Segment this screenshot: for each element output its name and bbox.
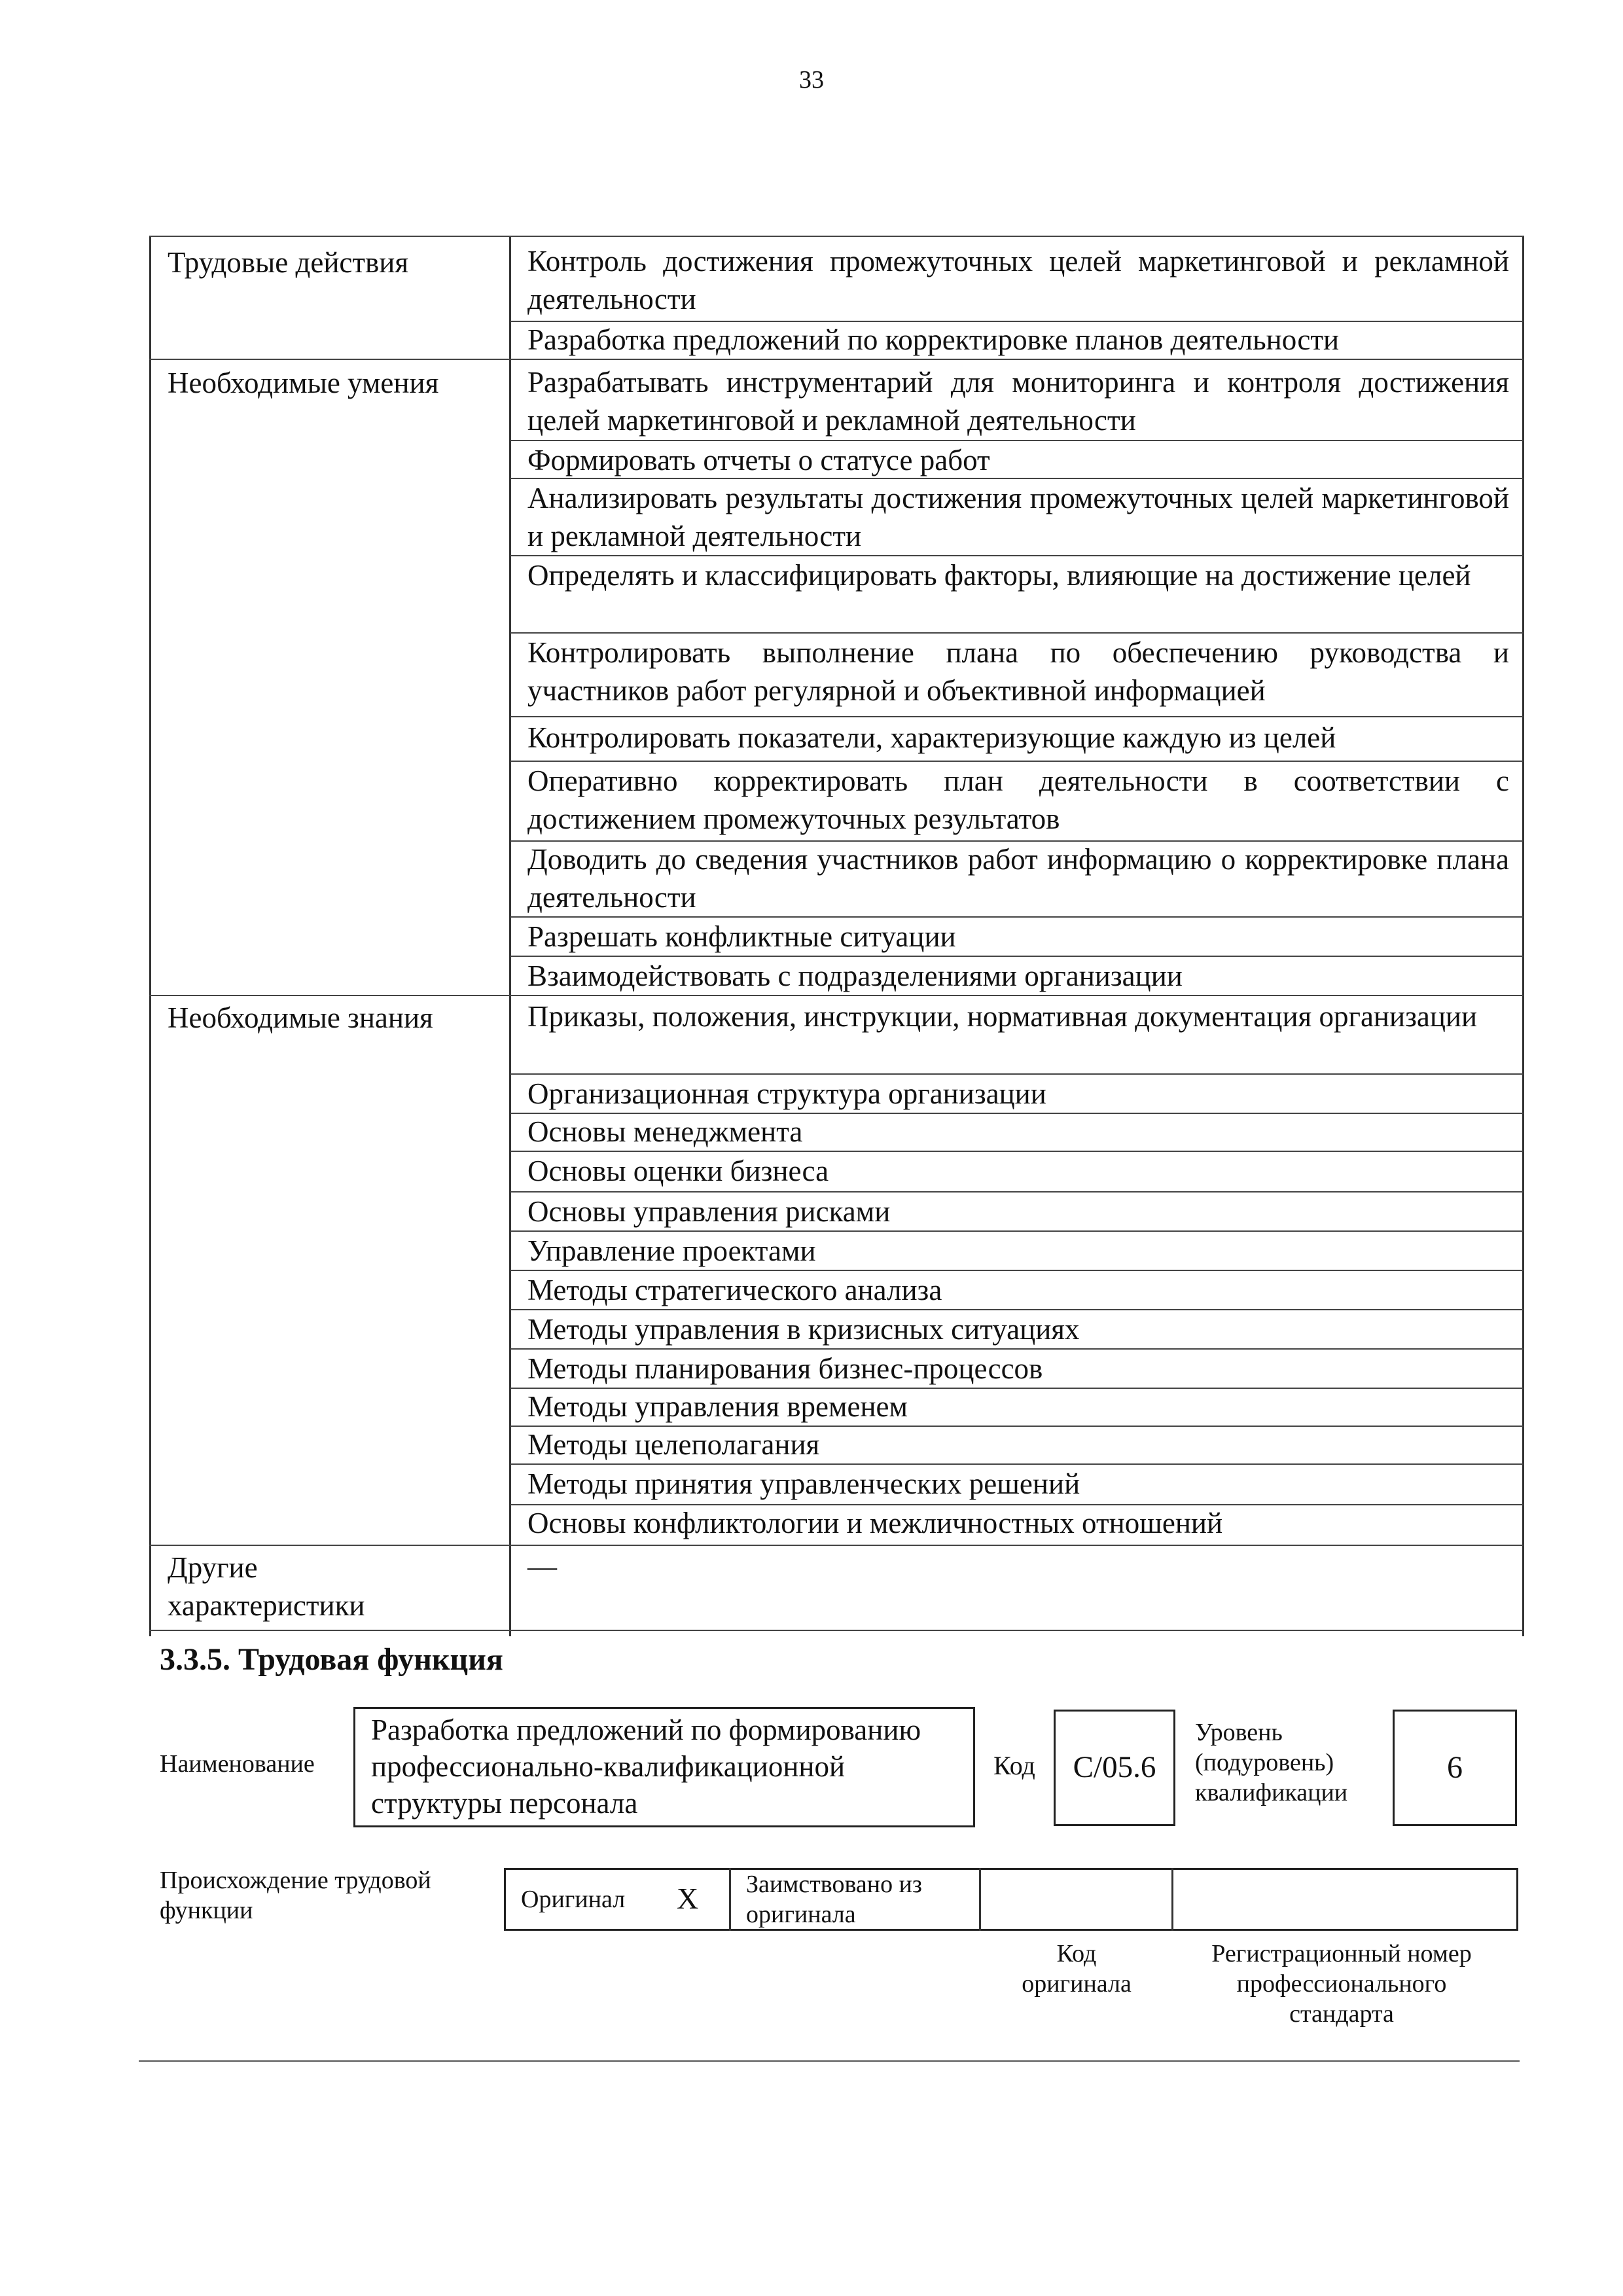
knowledge-item: Организационная структура организации (527, 1077, 1046, 1110)
knowledge-item: Методы управления в кризисных ситуациях (527, 1313, 1080, 1346)
table-bottom-border (149, 1630, 1524, 1631)
knowledge-item: Методы принятия управленческих решений (527, 1467, 1080, 1500)
row-divider (510, 716, 1524, 717)
skill-item: Доводить до сведения участников работ информацию о корректировке плана деятельности (527, 843, 1509, 914)
knowledge-item: Основы менеджмента (527, 1115, 803, 1148)
knowledge-item: Методы целеполагания (527, 1428, 820, 1461)
knowledge-item: Управление проектами (527, 1234, 816, 1267)
skill-item: Контролировать показатели, характеризующие каждую из целей (527, 721, 1336, 754)
level-label: Уровень (подуровень) квалификации (1195, 1719, 1348, 1806)
original-code-label: Код оригинала (1022, 1940, 1132, 1998)
labor-action-item: Контроль достижения промежуточных целей маркетинговой и рекламной деятельности (527, 245, 1509, 315)
page-number: 33 (799, 66, 824, 94)
knowledge-item: Методы стратегического анализа (527, 1274, 942, 1306)
table-left-border (149, 236, 151, 1636)
section-heading: 3.3.5. Трудовая функция (160, 1642, 503, 1677)
label-required-knowledge: Необходимые знания (168, 1001, 433, 1034)
other-characteristics-value: — (527, 1550, 557, 1583)
skill-item: Разрешать конфликтные ситуации (527, 920, 956, 953)
code-label: Код (993, 1751, 1035, 1780)
skill-item: Разрабатывать инструментарий для мониторинга и контроля достижения целей маркетинговой и рекламной деятельности (527, 366, 1509, 437)
label-other-line2: характеристики (168, 1589, 365, 1622)
skill-item: Оперативно корректировать план деятельности в соответствии с достижением промежуточных результатов (527, 764, 1509, 835)
name-value: Разработка предложений по формированию профессионально-квалификационной структуры персонала (371, 1713, 921, 1820)
table-top-border (149, 236, 1524, 237)
label-required-skills: Необходимые умения (168, 367, 439, 399)
knowledge-item: Приказы, положения, инструкции, нормативная документация организации (527, 1000, 1478, 1033)
knowledge-item: Методы управления временем (527, 1390, 908, 1423)
code-value-box (1054, 1710, 1175, 1826)
group-divider (149, 995, 1524, 996)
name-value-box (353, 1707, 975, 1827)
name-label: Наименование (160, 1750, 315, 1778)
origin-divider (729, 1868, 731, 1931)
origin-divider (979, 1868, 981, 1931)
skill-item: Контролировать выполнение плана по обеспечению руководства и участников работ регулярной и объективной информацией (527, 636, 1509, 707)
label-other-characteristics (168, 1549, 501, 1624)
knowledge-item: Методы планирования бизнес-процессов (527, 1352, 1043, 1385)
group-divider (149, 359, 1524, 360)
origin-divider (1171, 1868, 1173, 1931)
bottom-separator (139, 2060, 1520, 2062)
reg-number-label: Регистрационный номер профессионального стандарта (1211, 1940, 1472, 2028)
level-value-box (1393, 1710, 1517, 1826)
group-divider (149, 1545, 1524, 1546)
label-labor-actions: Трудовые действия (168, 246, 409, 279)
original-label: Оригинал (521, 1886, 626, 1913)
skill-item: Формировать отчеты о статусе работ (527, 444, 990, 476)
skill-item: Определять и классифицировать факторы, влияющие на достижение целей (527, 559, 1471, 592)
borrowed-label: Заимствовано из оригинала (746, 1871, 922, 1928)
code-value: C/05.6 (1073, 1750, 1156, 1784)
labor-action-item: Разработка предложений по корректировке планов деятельности (527, 323, 1340, 356)
skill-item: Анализировать результаты достижения промежуточных целей маркетинговой и рекламной деятельности (527, 482, 1509, 552)
knowledge-item: Основы управления рисками (527, 1195, 891, 1228)
knowledge-item: Основы оценки бизнеса (527, 1155, 829, 1187)
original-mark: X (677, 1882, 699, 1915)
knowledge-item: Основы конфликтологии и межличностных отношений (527, 1507, 1223, 1539)
origin-label: Происхождение трудовой функции (160, 1867, 431, 1924)
level-value: 6 (1447, 1750, 1463, 1785)
label-other-line1: Другие (168, 1551, 258, 1584)
origin-table (504, 1868, 1518, 1931)
skill-item: Взаимодействовать с подразделениями организации (527, 960, 1183, 992)
